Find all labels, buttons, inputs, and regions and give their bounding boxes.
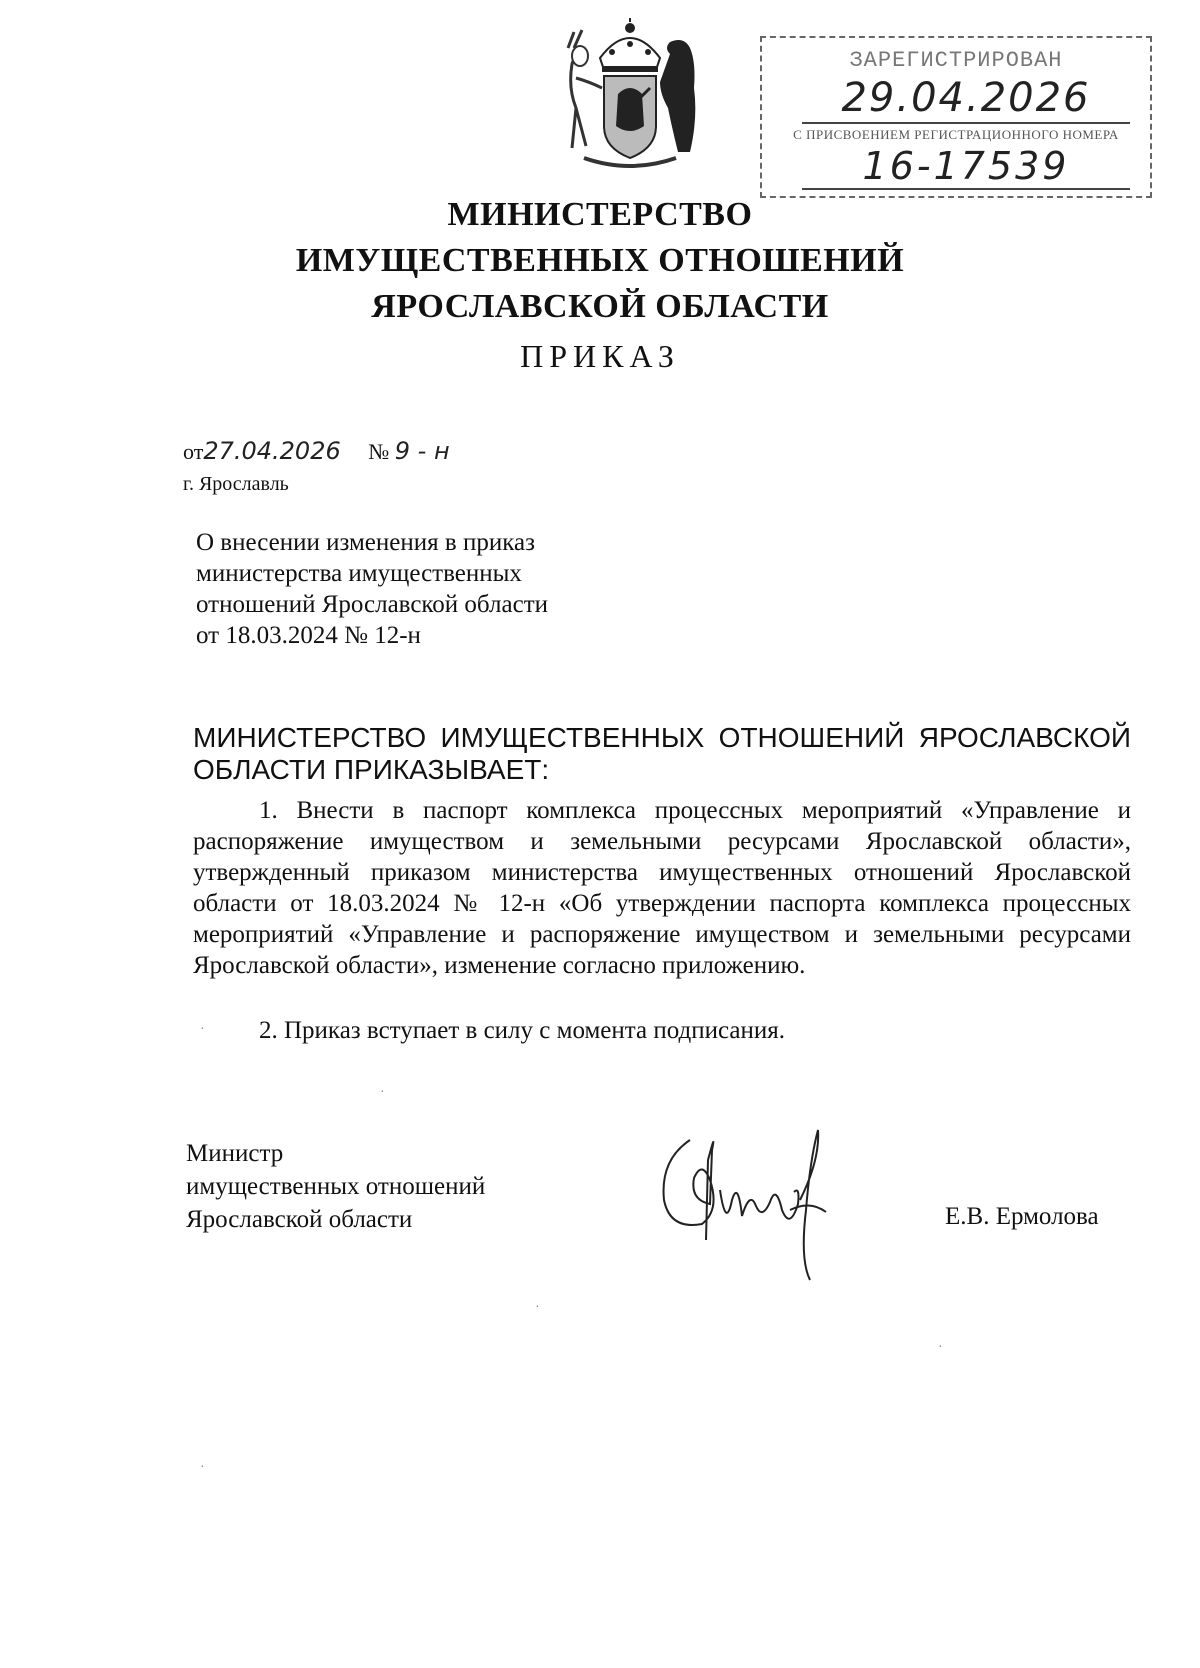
stamp-title: ЗАРЕГИСТРИРОВАН <box>849 48 1063 73</box>
stamp-registration-number: 16-17539 <box>802 144 1130 190</box>
ministry-title-line: ЯРОСЛАВСКОЙ ОБЛАСТИ <box>371 288 829 325</box>
signatory-position-line: имущественных отношений <box>186 1173 486 1200</box>
ministry-title-line: МИНИСТЕРСТВО <box>447 196 753 233</box>
number-prefix: № <box>368 439 390 464</box>
stamp-caption: С ПРИСВОЕНИЕМ РЕГИСТРАЦИОННОГО НОМЕРА <box>793 127 1119 142</box>
order-paragraph-2: 2. Приказ вступает в силу с момента подписания. <box>259 1017 785 1044</box>
subject-line: отношений Ярославской области <box>196 591 549 618</box>
subject-line: от 18.03.2024 № 12-н <box>196 622 421 649</box>
scan-speck: · <box>200 1460 205 1475</box>
scan-speck: · <box>535 1300 540 1315</box>
subject-line: О внесении изменения в приказ <box>196 529 535 556</box>
signatory-position <box>186 1137 485 1236</box>
signatory-position-line: Министр <box>186 1140 284 1167</box>
order-subject <box>196 527 616 651</box>
ministry-title-line: ИМУЩЕСТВЕННЫХ ОТНОШЕНИЙ <box>295 242 905 279</box>
ministry-title <box>0 192 1200 330</box>
scan-speck: · <box>938 1340 943 1355</box>
stamp-date: 29.04.2026 <box>802 74 1130 124</box>
subject-line: министерства имущественных <box>196 560 522 587</box>
order-preamble: МИНИСТЕРСТВО ИМУЩЕСТВЕННЫХ ОТНОШЕНИЙ ЯРОСЛАВСКОЙ ОБЛАСТИ ПРИКАЗЫВАЕТ: <box>193 722 1131 785</box>
handwritten-signature-icon <box>650 1120 870 1290</box>
registration-stamp <box>760 36 1152 198</box>
order-paragraph-1: 1. Внести в паспорт комплекса процессных мероприятий «Управление и распоряжение имуществом и земельными ресурсами Ярославской области», утвержденный приказом министерства имущественных отношений Ярославской области от 18.03.2024 № 12-н «Об утверждении паспорта комплекса процессных мероприятий «Управление и распоряжение имуществом и земельными ресурсами Ярославской области», изменение согласно приложению. <box>193 797 1131 979</box>
scan-speck: · <box>380 1085 385 1100</box>
city: г. Ярославль <box>183 473 289 495</box>
handwritten-date: 27.04.2026 <box>203 437 341 465</box>
signer-name: Е.В. Ермолова <box>945 1203 1099 1230</box>
order-date-number <box>183 437 450 465</box>
coat-of-arms-icon <box>560 18 700 173</box>
date-prefix: от <box>183 439 204 464</box>
signatory-position-line: Ярославской области <box>186 1206 413 1233</box>
handwritten-number: 9 - н <box>394 437 450 465</box>
scan-speck: · <box>200 1022 205 1037</box>
document-type: ПРИКАЗ <box>520 338 680 374</box>
